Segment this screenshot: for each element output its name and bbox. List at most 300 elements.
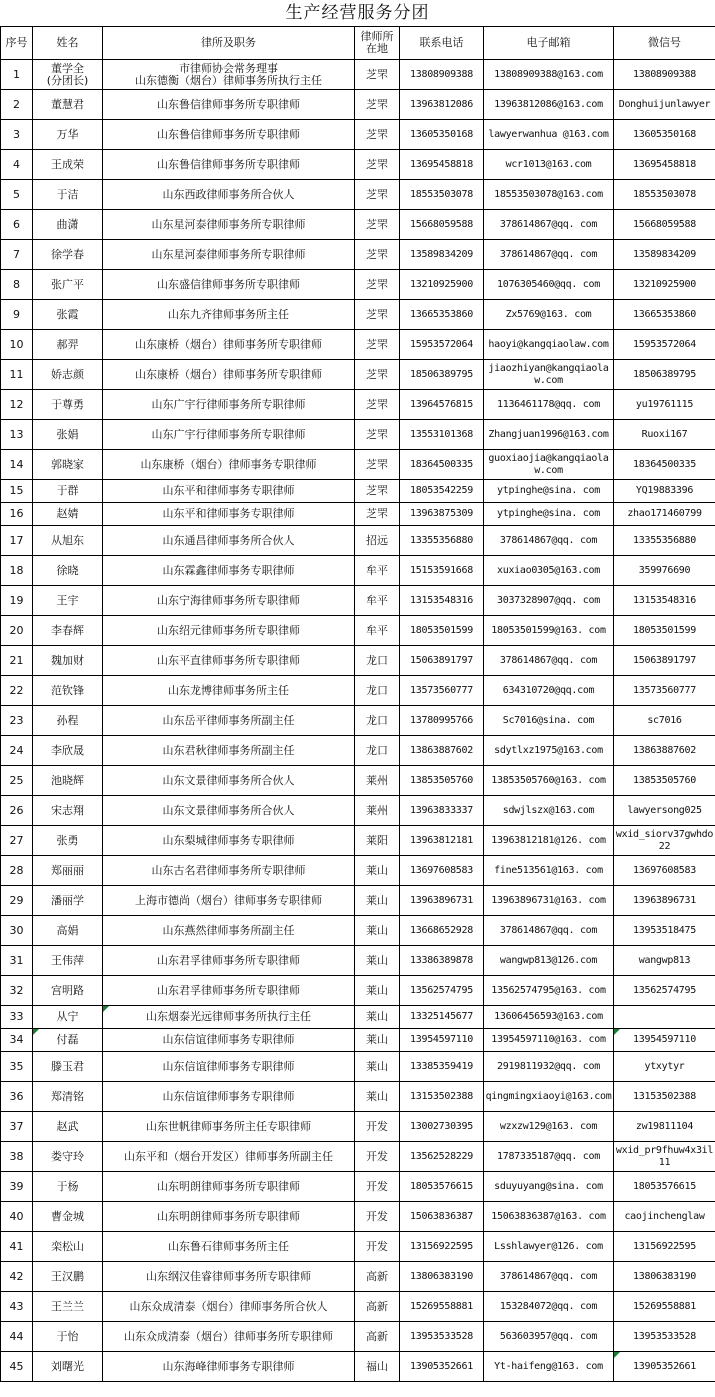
cell-firm[interactable]: 山东星河泰律师事务所专职律师 <box>103 210 355 240</box>
cell-email[interactable]: 1076305460@qq. com <box>484 270 614 300</box>
cell-wechat[interactable]: 13806383190 <box>614 1262 715 1292</box>
cell-location[interactable]: 芝罘 <box>355 420 400 450</box>
cell-firm[interactable]: 山东君秋律师事务所副主任 <box>103 736 355 766</box>
cell-location[interactable]: 莱山 <box>355 856 400 886</box>
cell-wechat[interactable]: zw19811104 <box>614 1112 715 1142</box>
cell-name[interactable]: 魏加财 <box>33 646 103 676</box>
cell-firm[interactable]: 山东宁海律师事务所专职律师 <box>103 586 355 616</box>
cell-location[interactable]: 开发 <box>355 1142 400 1172</box>
cell-location[interactable]: 莱阳 <box>355 826 400 856</box>
cell-location[interactable]: 芝罘 <box>355 180 400 210</box>
cell-email[interactable]: Lsshlawyer@126. com <box>484 1232 614 1262</box>
cell-wechat[interactable]: 18506389795 <box>614 360 715 390</box>
cell-phone[interactable]: 18364500335 <box>400 450 484 480</box>
cell-email[interactable]: 13963812086@163.com <box>484 90 614 120</box>
cell-firm[interactable]: 山东龙博律师事务所主任 <box>103 676 355 706</box>
cell-no[interactable]: 14 <box>1 450 33 480</box>
cell-firm[interactable]: 山东鲁信律师事务所专职律师 <box>103 120 355 150</box>
cell-firm[interactable]: 山东康桥（烟台）律师事务专职律师 <box>103 450 355 480</box>
cell-location[interactable]: 芝罘 <box>355 503 400 526</box>
cell-location[interactable]: 芝罘 <box>355 240 400 270</box>
cell-location[interactable]: 高新 <box>355 1322 400 1352</box>
cell-location[interactable]: 龙口 <box>355 706 400 736</box>
cell-email[interactable]: 634310720@qq.com <box>484 676 614 706</box>
cell-name[interactable]: 池晓辉 <box>33 766 103 796</box>
cell-location[interactable]: 莱山 <box>355 1052 400 1082</box>
cell-location[interactable]: 芝罘 <box>355 300 400 330</box>
cell-name[interactable]: 于尊勇 <box>33 390 103 420</box>
cell-no[interactable]: 45 <box>1 1352 33 1382</box>
cell-location[interactable]: 莱山 <box>355 1029 400 1052</box>
cell-no[interactable]: 10 <box>1 330 33 360</box>
cell-wechat[interactable]: Ruoxi167 <box>614 420 715 450</box>
cell-wechat[interactable]: YQ19883396 <box>614 480 715 503</box>
cell-email[interactable]: 378614867@qq. com <box>484 526 614 556</box>
cell-no[interactable]: 30 <box>1 916 33 946</box>
cell-name[interactable]: 潘丽学 <box>33 886 103 916</box>
cell-phone[interactable]: 13605350168 <box>400 120 484 150</box>
cell-name[interactable]: 于群 <box>33 480 103 503</box>
cell-email[interactable]: 13808909388@163.com <box>484 60 614 90</box>
cell-wechat[interactable]: wxid_siorv37gwhdo22 <box>614 826 715 856</box>
cell-firm[interactable]: 山东君孚律师事务所专职律师 <box>103 976 355 1006</box>
cell-email[interactable]: Yt-haifeng@163. com <box>484 1352 614 1382</box>
cell-no[interactable]: 36 <box>1 1082 33 1112</box>
cell-phone[interactable]: 13385359419 <box>400 1052 484 1082</box>
cell-email[interactable]: qingmingxiaoyi@163.com <box>484 1082 614 1112</box>
header-phone[interactable]: 联系电话 <box>400 27 484 60</box>
cell-no[interactable]: 6 <box>1 210 33 240</box>
cell-location[interactable]: 芝罘 <box>355 390 400 420</box>
cell-phone[interactable]: 13210925900 <box>400 270 484 300</box>
cell-email[interactable]: wzxzw129@163. com <box>484 1112 614 1142</box>
cell-phone[interactable]: 15063891797 <box>400 646 484 676</box>
cell-phone[interactable]: 13562528229 <box>400 1142 484 1172</box>
cell-location[interactable]: 芝罘 <box>355 60 400 90</box>
cell-no[interactable]: 42 <box>1 1262 33 1292</box>
cell-email[interactable]: haoyi@kangqiaolaw.com <box>484 330 614 360</box>
cell-firm[interactable]: 山东岳平律师事务所副主任 <box>103 706 355 736</box>
cell-phone[interactable]: 13562574795 <box>400 976 484 1006</box>
cell-firm[interactable]: 山东通昌律师事务所合伙人 <box>103 526 355 556</box>
cell-firm[interactable]: 上海市德尚（烟台）律师事务专职律师 <box>103 886 355 916</box>
cell-firm[interactable]: 山东燕然律师事务所副主任 <box>103 916 355 946</box>
cell-wechat[interactable]: 13808909388 <box>614 60 715 90</box>
cell-email[interactable]: 13963812181@126. com <box>484 826 614 856</box>
cell-wechat[interactable]: 13665353860 <box>614 300 715 330</box>
cell-firm[interactable]: 山东信谊律师事务专职律师 <box>103 1082 355 1112</box>
cell-phone[interactable]: 13589834209 <box>400 240 484 270</box>
cell-name[interactable]: 董学全 (分团长) <box>33 60 103 90</box>
cell-location[interactable]: 开发 <box>355 1232 400 1262</box>
cell-location[interactable]: 高新 <box>355 1262 400 1292</box>
cell-phone[interactable]: 13963896731 <box>400 886 484 916</box>
cell-phone[interactable]: 13553101368 <box>400 420 484 450</box>
cell-phone[interactable]: 18506389795 <box>400 360 484 390</box>
cell-phone[interactable]: 15063836387 <box>400 1202 484 1232</box>
cell-wechat[interactable]: 13210925900 <box>614 270 715 300</box>
cell-name[interactable]: 张广平 <box>33 270 103 300</box>
header-name[interactable]: 姓名 <box>33 27 103 60</box>
cell-name[interactable]: 郑清铭 <box>33 1082 103 1112</box>
cell-name[interactable]: 范钦锋 <box>33 676 103 706</box>
cell-wechat[interactable]: Donghuijunlawyer <box>614 90 715 120</box>
cell-wechat[interactable]: 13589834209 <box>614 240 715 270</box>
cell-email[interactable]: 13606456593@163.com <box>484 1006 614 1029</box>
cell-location[interactable]: 芝罘 <box>355 330 400 360</box>
cell-wechat[interactable]: 13153502388 <box>614 1082 715 1112</box>
cell-name[interactable]: 宋志翔 <box>33 796 103 826</box>
cell-firm[interactable]: 山东众成清泰（烟台）律师事务所合伙人 <box>103 1292 355 1322</box>
cell-name[interactable]: 赵武 <box>33 1112 103 1142</box>
cell-firm[interactable]: 山东信谊律师事务专职律师 <box>103 1029 355 1052</box>
cell-email[interactable]: 13954597110@163. com <box>484 1029 614 1052</box>
cell-name[interactable]: 张霞 <box>33 300 103 330</box>
cell-email[interactable]: 18553503078@163.com <box>484 180 614 210</box>
cell-no[interactable]: 26 <box>1 796 33 826</box>
cell-wechat[interactable]: sc7016 <box>614 706 715 736</box>
cell-no[interactable]: 34 <box>1 1029 33 1052</box>
cell-firm[interactable]: 山东九齐律师事务所主任 <box>103 300 355 330</box>
cell-location[interactable]: 芝罘 <box>355 150 400 180</box>
cell-firm[interactable]: 山东海峰律师事务专职律师 <box>103 1352 355 1382</box>
cell-location[interactable]: 莱山 <box>355 976 400 1006</box>
cell-phone[interactable]: 13386389878 <box>400 946 484 976</box>
cell-email[interactable]: sdwjlszx@163.com <box>484 796 614 826</box>
cell-wechat[interactable]: 15269558881 <box>614 1292 715 1322</box>
cell-wechat[interactable]: 13697608583 <box>614 856 715 886</box>
cell-email[interactable]: sdytlxz1975@163.com <box>484 736 614 766</box>
cell-name[interactable]: 徐晓 <box>33 556 103 586</box>
cell-no[interactable]: 1 <box>1 60 33 90</box>
cell-phone[interactable]: 13963833337 <box>400 796 484 826</box>
cell-phone[interactable]: 13806383190 <box>400 1262 484 1292</box>
cell-phone[interactable]: 13863887602 <box>400 736 484 766</box>
cell-name[interactable]: 栾松山 <box>33 1232 103 1262</box>
cell-wechat[interactable]: 13562574795 <box>614 976 715 1006</box>
cell-no[interactable]: 38 <box>1 1142 33 1172</box>
cell-location[interactable]: 芝罘 <box>355 480 400 503</box>
cell-no[interactable]: 29 <box>1 886 33 916</box>
cell-name[interactable]: 郑丽丽 <box>33 856 103 886</box>
cell-email[interactable]: 153284072@qq. com <box>484 1292 614 1322</box>
cell-name[interactable]: 刘曙光 <box>33 1352 103 1382</box>
cell-name[interactable]: 张勇 <box>33 826 103 856</box>
cell-phone[interactable]: 15953572064 <box>400 330 484 360</box>
cell-no[interactable]: 43 <box>1 1292 33 1322</box>
cell-phone[interactable]: 13963875309 <box>400 503 484 526</box>
cell-name[interactable]: 于杨 <box>33 1172 103 1202</box>
cell-name[interactable]: 孙程 <box>33 706 103 736</box>
cell-phone[interactable]: 13905352661 <box>400 1352 484 1382</box>
cell-location[interactable]: 福山 <box>355 1352 400 1382</box>
cell-no[interactable]: 8 <box>1 270 33 300</box>
cell-wechat[interactable]: 13156922595 <box>614 1232 715 1262</box>
cell-email[interactable]: fine513561@163. com <box>484 856 614 886</box>
cell-no[interactable]: 5 <box>1 180 33 210</box>
cell-location[interactable]: 莱州 <box>355 766 400 796</box>
cell-email[interactable]: Sc7016@sina. com <box>484 706 614 736</box>
cell-wechat[interactable]: 359976690 <box>614 556 715 586</box>
cell-wechat[interactable]: zhao171460799 <box>614 503 715 526</box>
cell-firm[interactable]: 山东康桥（烟台）律师事务所专职律师 <box>103 330 355 360</box>
cell-phone[interactable]: 13156922595 <box>400 1232 484 1262</box>
cell-phone[interactable]: 15668059588 <box>400 210 484 240</box>
cell-phone[interactable]: 13355356880 <box>400 526 484 556</box>
cell-name[interactable]: 从宁 <box>33 1006 103 1029</box>
cell-location[interactable]: 芝罘 <box>355 360 400 390</box>
cell-email[interactable]: xuxiao0305@163.com <box>484 556 614 586</box>
cell-phone[interactable]: 13953533528 <box>400 1322 484 1352</box>
cell-no[interactable]: 16 <box>1 503 33 526</box>
cell-phone[interactable]: 18053501599 <box>400 616 484 646</box>
cell-firm[interactable]: 山东平和律师事务专职律师 <box>103 503 355 526</box>
cell-firm[interactable]: 山东盛信律师事务所专职律师 <box>103 270 355 300</box>
cell-phone[interactable]: 13695458818 <box>400 150 484 180</box>
cell-email[interactable]: ytpinghe@sina. com <box>484 503 614 526</box>
cell-phone[interactable]: 13153548316 <box>400 586 484 616</box>
cell-location[interactable]: 牟平 <box>355 586 400 616</box>
cell-name[interactable]: 郭晓家 <box>33 450 103 480</box>
cell-phone[interactable]: 13002730395 <box>400 1112 484 1142</box>
cell-firm[interactable]: 山东烟泰光远律师事务所执行主任 <box>103 1006 355 1029</box>
cell-firm[interactable]: 山东霖鑫律师事务专职律师 <box>103 556 355 586</box>
cell-no[interactable]: 39 <box>1 1172 33 1202</box>
cell-no[interactable]: 40 <box>1 1202 33 1232</box>
cell-email[interactable]: 2919811932@qq. com <box>484 1052 614 1082</box>
cell-phone[interactable]: 18053542259 <box>400 480 484 503</box>
cell-location[interactable]: 开发 <box>355 1112 400 1142</box>
cell-firm[interactable]: 山东鲁石律师事务所主任 <box>103 1232 355 1262</box>
cell-no[interactable]: 20 <box>1 616 33 646</box>
cell-location[interactable]: 芝罘 <box>355 120 400 150</box>
cell-no[interactable]: 18 <box>1 556 33 586</box>
cell-wechat[interactable]: wangwp813 <box>614 946 715 976</box>
cell-no[interactable]: 7 <box>1 240 33 270</box>
cell-email[interactable]: 378614867@qq. com <box>484 646 614 676</box>
cell-no[interactable]: 32 <box>1 976 33 1006</box>
cell-no[interactable]: 23 <box>1 706 33 736</box>
cell-email[interactable]: wcr1013@163.com <box>484 150 614 180</box>
cell-no[interactable]: 9 <box>1 300 33 330</box>
cell-wechat[interactable]: 13963896731 <box>614 886 715 916</box>
cell-no[interactable]: 31 <box>1 946 33 976</box>
cell-email[interactable]: lawyerwanhua @163.com <box>484 120 614 150</box>
cell-email[interactable]: 378614867@qq. com <box>484 1262 614 1292</box>
cell-firm[interactable]: 山东梨城律师事务专职律师 <box>103 826 355 856</box>
cell-no[interactable]: 12 <box>1 390 33 420</box>
cell-email[interactable]: 13562574795@163. com <box>484 976 614 1006</box>
cell-name[interactable]: 王兰兰 <box>33 1292 103 1322</box>
cell-firm[interactable]: 山东广宇行律师事务所专职律师 <box>103 390 355 420</box>
cell-email[interactable]: 378614867@qq. com <box>484 210 614 240</box>
cell-phone[interactable]: 13697608583 <box>400 856 484 886</box>
cell-wechat[interactable]: 13153548316 <box>614 586 715 616</box>
cell-firm[interactable]: 山东平和律师事务专职律师 <box>103 480 355 503</box>
cell-no[interactable]: 2 <box>1 90 33 120</box>
cell-no[interactable]: 37 <box>1 1112 33 1142</box>
cell-phone[interactable]: 13963812181 <box>400 826 484 856</box>
cell-no[interactable]: 21 <box>1 646 33 676</box>
cell-no[interactable]: 19 <box>1 586 33 616</box>
cell-firm[interactable]: 山东世帆律师事务所主任专职律师 <box>103 1112 355 1142</box>
cell-phone[interactable]: 13964576815 <box>400 390 484 420</box>
cell-location[interactable]: 龙口 <box>355 676 400 706</box>
header-firm[interactable]: 律所及职务 <box>103 27 355 60</box>
cell-firm[interactable]: 山东鲁信律师事务所专职律师 <box>103 90 355 120</box>
cell-location[interactable]: 莱山 <box>355 1082 400 1112</box>
cell-email[interactable]: 18053501599@163. com <box>484 616 614 646</box>
cell-name[interactable]: 王成荣 <box>33 150 103 180</box>
cell-name[interactable]: 于洁 <box>33 180 103 210</box>
cell-no[interactable]: 27 <box>1 826 33 856</box>
cell-email[interactable]: 563603957@qq. com <box>484 1322 614 1352</box>
cell-name[interactable]: 滕玉君 <box>33 1052 103 1082</box>
cell-no[interactable]: 33 <box>1 1006 33 1029</box>
cell-firm[interactable]: 山东文景律师事务所合伙人 <box>103 796 355 826</box>
cell-wechat[interactable]: 13953533528 <box>614 1322 715 1352</box>
cell-wechat[interactable]: wxid_pr9fhuw4x3il11 <box>614 1142 715 1172</box>
cell-name[interactable]: 曲潇 <box>33 210 103 240</box>
cell-phone[interactable]: 13573560777 <box>400 676 484 706</box>
cell-wechat[interactable]: 18053501599 <box>614 616 715 646</box>
cell-no[interactable]: 25 <box>1 766 33 796</box>
cell-email[interactable]: guoxiaojia@kangqiaolaw.com <box>484 450 614 480</box>
cell-location[interactable]: 牟平 <box>355 616 400 646</box>
cell-wechat[interactable]: 15063891797 <box>614 646 715 676</box>
cell-email[interactable]: 13853505760@163. com <box>484 766 614 796</box>
cell-name[interactable]: 从旭东 <box>33 526 103 556</box>
cell-wechat[interactable]: 15953572064 <box>614 330 715 360</box>
cell-name[interactable]: 董慧君 <box>33 90 103 120</box>
cell-email[interactable]: Zx5769@163. com <box>484 300 614 330</box>
cell-name[interactable]: 李欣晟 <box>33 736 103 766</box>
cell-name[interactable]: 王宇 <box>33 586 103 616</box>
cell-no[interactable]: 22 <box>1 676 33 706</box>
cell-location[interactable]: 牟平 <box>355 556 400 586</box>
cell-firm[interactable]: 山东康桥（烟台）律师事务所专职律师 <box>103 360 355 390</box>
cell-wechat[interactable]: 13355356880 <box>614 526 715 556</box>
cell-wechat[interactable]: 13605350168 <box>614 120 715 150</box>
cell-firm[interactable]: 山东绍元律师事务所专职律师 <box>103 616 355 646</box>
cell-name[interactable]: 曹金城 <box>33 1202 103 1232</box>
cell-firm[interactable]: 山东星河泰律师事务所专职律师 <box>103 240 355 270</box>
cell-no[interactable]: 15 <box>1 480 33 503</box>
cell-location[interactable]: 芝罘 <box>355 90 400 120</box>
cell-email[interactable]: 378614867@qq. com <box>484 240 614 270</box>
cell-wechat[interactable]: 15668059588 <box>614 210 715 240</box>
cell-phone[interactable]: 18553503078 <box>400 180 484 210</box>
cell-name[interactable]: 郝羿 <box>33 330 103 360</box>
cell-no[interactable]: 13 <box>1 420 33 450</box>
cell-name[interactable]: 王伟萍 <box>33 946 103 976</box>
cell-email[interactable]: 3037328907@qq. com <box>484 586 614 616</box>
cell-location[interactable]: 莱山 <box>355 946 400 976</box>
cell-phone[interactable]: 13665353860 <box>400 300 484 330</box>
cell-firm[interactable]: 山东明朗律师事务所专职律师 <box>103 1172 355 1202</box>
cell-wechat[interactable]: 18364500335 <box>614 450 715 480</box>
cell-firm[interactable]: 山东鲁信律师事务所专职律师 <box>103 150 355 180</box>
header-location[interactable]: 律师所在地 <box>355 27 400 60</box>
cell-wechat[interactable]: 13954597110 <box>614 1029 715 1052</box>
cell-no[interactable]: 24 <box>1 736 33 766</box>
cell-email[interactable]: Zhangjuan1996@163.com <box>484 420 614 450</box>
cell-firm[interactable]: 山东古名君律师事务所专职律师 <box>103 856 355 886</box>
cell-firm[interactable]: 山东西政律师事务所合伙人 <box>103 180 355 210</box>
cell-email[interactable]: sduyuyang@sina. com <box>484 1172 614 1202</box>
cell-location[interactable]: 芝罘 <box>355 270 400 300</box>
cell-no[interactable]: 17 <box>1 526 33 556</box>
cell-firm[interactable]: 山东众成清泰（烟台）律师事务所专职律师 <box>103 1322 355 1352</box>
cell-no[interactable]: 3 <box>1 120 33 150</box>
cell-wechat[interactable]: 13573560777 <box>614 676 715 706</box>
cell-no[interactable]: 44 <box>1 1322 33 1352</box>
cell-location[interactable]: 开发 <box>355 1172 400 1202</box>
cell-phone[interactable]: 13325145677 <box>400 1006 484 1029</box>
cell-location[interactable]: 莱山 <box>355 1006 400 1029</box>
cell-name[interactable]: 高娟 <box>33 916 103 946</box>
cell-firm[interactable]: 山东平直律师事务所专职律师 <box>103 646 355 676</box>
cell-email[interactable]: 1136461178@qq. com <box>484 390 614 420</box>
cell-wechat[interactable] <box>614 1006 715 1029</box>
cell-firm[interactable]: 山东平和（烟台开发区）律师事务所副主任 <box>103 1142 355 1172</box>
cell-location[interactable]: 龙口 <box>355 736 400 766</box>
cell-firm[interactable]: 山东明朗律师事务所专职律师 <box>103 1202 355 1232</box>
cell-name[interactable]: 赵婧 <box>33 503 103 526</box>
cell-phone[interactable]: 13963812086 <box>400 90 484 120</box>
header-no[interactable]: 序号 <box>1 27 33 60</box>
cell-phone[interactable]: 15153591668 <box>400 556 484 586</box>
cell-no[interactable]: 35 <box>1 1052 33 1082</box>
cell-location[interactable]: 招远 <box>355 526 400 556</box>
cell-wechat[interactable]: lawyersong025 <box>614 796 715 826</box>
cell-location[interactable]: 莱山 <box>355 886 400 916</box>
header-wechat[interactable]: 微信号 <box>614 27 715 60</box>
cell-phone[interactable]: 15269558881 <box>400 1292 484 1322</box>
cell-location[interactable]: 龙口 <box>355 646 400 676</box>
cell-email[interactable]: jiaozhiyan@kangqiaolaw.com <box>484 360 614 390</box>
cell-no[interactable]: 41 <box>1 1232 33 1262</box>
cell-name[interactable]: 宫明路 <box>33 976 103 1006</box>
cell-name[interactable]: 娇志颜 <box>33 360 103 390</box>
cell-phone[interactable]: 13808909388 <box>400 60 484 90</box>
cell-firm[interactable]: 山东纲汉佳睿律师事务所专职律师 <box>103 1262 355 1292</box>
cell-phone[interactable]: 13153502388 <box>400 1082 484 1112</box>
cell-wechat[interactable]: 13695458818 <box>614 150 715 180</box>
cell-name[interactable]: 万华 <box>33 120 103 150</box>
cell-wechat[interactable]: 13853505760 <box>614 766 715 796</box>
cell-phone[interactable]: 18053576615 <box>400 1172 484 1202</box>
cell-wechat[interactable]: 13905352661 <box>614 1352 715 1382</box>
cell-wechat[interactable]: 18553503078 <box>614 180 715 210</box>
cell-email[interactable]: 378614867@qq. com <box>484 916 614 946</box>
cell-location[interactable]: 莱山 <box>355 916 400 946</box>
cell-location[interactable]: 开发 <box>355 1202 400 1232</box>
cell-location[interactable]: 高新 <box>355 1292 400 1322</box>
cell-name[interactable]: 徐学春 <box>33 240 103 270</box>
cell-location[interactable]: 莱州 <box>355 796 400 826</box>
cell-wechat[interactable]: yu19761115 <box>614 390 715 420</box>
cell-email[interactable]: 1787335187@qq. com <box>484 1142 614 1172</box>
cell-email[interactable]: 13963896731@163. com <box>484 886 614 916</box>
cell-location[interactable]: 芝罘 <box>355 210 400 240</box>
cell-wechat[interactable]: 18053576615 <box>614 1172 715 1202</box>
cell-email[interactable]: wangwp813@126.com <box>484 946 614 976</box>
cell-phone[interactable]: 13853505760 <box>400 766 484 796</box>
cell-wechat[interactable]: 13953518475 <box>614 916 715 946</box>
cell-name[interactable]: 付磊 <box>33 1029 103 1052</box>
cell-firm[interactable]: 山东信谊律师事务专职律师 <box>103 1052 355 1082</box>
